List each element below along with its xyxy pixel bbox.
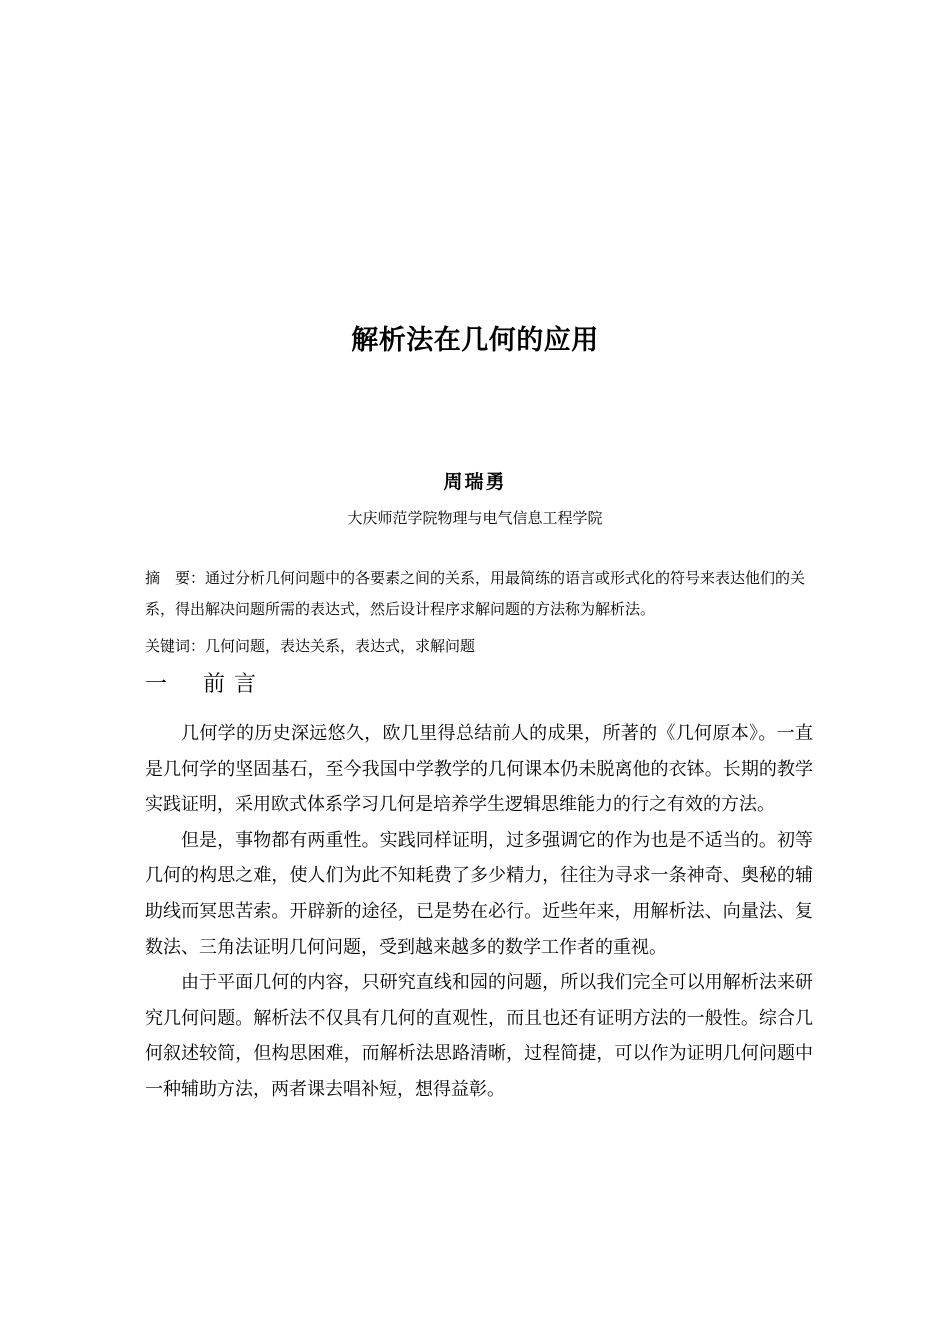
abstract-label: 摘 要： [145, 569, 206, 587]
author-affiliation: 大庆师范学院物理与电气信息工程学院 [347, 509, 603, 527]
section-number: 一 [145, 672, 169, 697]
abstract-text: 通过分析几何问题中的各要素之间的关系，用最简练的语言或形式化的符号来表达他们的关系，得出解决问题所需的表达式，然后设计程序求解问题的方法称为解析法。 [145, 569, 806, 618]
body-paragraph: 几何学的历史深远悠久，欧几里得总结前人的成果，所著的《几何原本》。一直是几何学的坚固基石，至今我国中学教学的几何课本仍未脱离他的衣钵。长期的教学实践证明，采用欧式体系学习几何是培养学生逻辑思维能力的行之有效的方法。 [145, 723, 813, 816]
section-heading [145, 668, 257, 702]
keywords-block [145, 633, 813, 659]
keywords-label: 关键词： [145, 637, 206, 655]
keywords-text: 几何问题，表达关系，表达式，求解问题 [205, 637, 476, 655]
abstract-block [145, 563, 813, 625]
document-title: 解析法在几何的应用 [351, 325, 599, 356]
body-paragraph: 由于平面几何的内容，只研究直线和园的问题，所以我们完全可以用解析法来研究几何问题。解析法不仅具有几何的直观性，而且也还有证明方法的一般性。综合几何叙述较简，但构思困难，而解析法思路清晰，过程简捷，可以作为证明几何问题中一种辅助方法，两者课去唱补短，想得益彰。 [145, 972, 813, 1100]
body-paragraph: 但是，事物都有两重性。实践同样证明，过多强调它的作为也是不适当的。初等几何的构思之难，使人们为此不知耗费了多少精力，往往为寻求一条神奇、奥秘的辅助线而冥思苦索。开辟新的途径，已是势在必行。近些年来，用解析法、向量法、复数法、三角法证明几何问题，受到越来越多的数学工作者的重视。 [145, 829, 813, 958]
author-name: 周瑞勇 [443, 471, 507, 493]
section-body [145, 716, 813, 1108]
section-title: 前 言 [203, 672, 257, 697]
